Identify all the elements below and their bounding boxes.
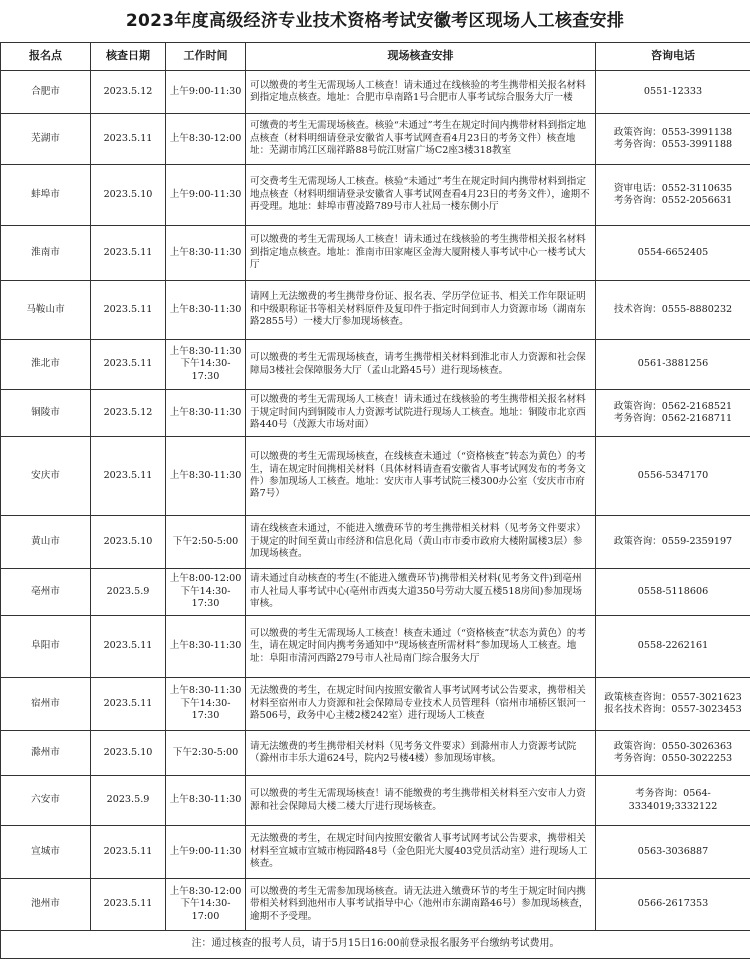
phone-cell: 政策咨询：0559-2359197 (596, 516, 750, 569)
phone-cell: 政策咨询：0550-3026363 考务咨询：0550-3022253 (596, 731, 750, 776)
time-cell: 上午8:30-11:30 下午14:30- 17:30 (166, 340, 246, 390)
header-phone: 咨询电话 (596, 43, 750, 71)
header-row (1, 43, 750, 71)
date-cell: 2023.5.11 (91, 826, 166, 879)
time-cell: 上午8:30-12:00 下午14:30- 17:00 (166, 879, 246, 931)
arrangement-cell: 可以缴费的考生无需现场人工核查！请未通过在线核验的考生携带相关报名材料于规定时间内到铜陵市人力资源考试院进行现场人工核查。地址：铜陵市北京西路440号（茂源大市场对面） (246, 390, 596, 437)
site-cell: 蚌埠市 (1, 165, 91, 226)
phone-cell: 0563-3036887 (596, 826, 750, 879)
table-row (1, 731, 750, 776)
arrangement-cell: 可交费考生无需现场人工核查。核验“未通过”考生在规定时间内携带材料到指定地点核查（材料明细请登录安徽省人事考试网查看4月23日的考务文件），逾期不再受理。地址：蚌埠市曹凌路789号市人社局一楼东侧小厅 (246, 165, 596, 226)
arrangement-cell: 可以缴费的考生无需现场核查，请考生携带相关材料到淮北市人力资源和社会保障局3楼社会保障服务大厅（孟山北路45号）进行现场核查。 (246, 340, 596, 390)
footnote: 注：通过核查的报考人员，请于5月15日16:00前登录报名服务平台缴纳考试费用。 (1, 931, 750, 959)
site-cell: 淮南市 (1, 226, 91, 281)
header-date: 核查日期 (91, 43, 166, 71)
site-cell: 合肥市 (1, 71, 91, 114)
date-cell: 2023.5.10 (91, 165, 166, 226)
page-title: 2023年度高级经济专业技术资格考试安徽考区现场人工核查安排 (125, 11, 625, 31)
table-row (1, 879, 750, 931)
arrangement-cell: 无法缴费的考生，在规定时间内按照安徽省人事考试网考试公告要求，携带相关材料至宣城市宣城市梅园路48号（金色阳光大厦403党员活动室）进行现场人工核查。 (246, 826, 596, 879)
time-cell: 上午9:00-11:30 (166, 165, 246, 226)
date-cell: 2023.5.11 (91, 879, 166, 931)
phone-cell: 技术咨询：0555-8880232 (596, 281, 750, 340)
header-site: 报名点 (1, 43, 91, 71)
date-cell: 2023.5.10 (91, 516, 166, 569)
date-cell: 2023.5.11 (91, 340, 166, 390)
phone-cell: 0558-5118606 (596, 569, 750, 616)
table-row (1, 678, 750, 731)
date-cell: 2023.5.9 (91, 569, 166, 616)
phone-cell: 0551-12333 (596, 71, 750, 114)
time-cell: 上午8:30-11:30 下午14:30- 17:30 (166, 678, 246, 731)
phone-cell: 0561-3881256 (596, 340, 750, 390)
time-cell: 下午2:30-5:00 (166, 731, 246, 776)
table-row (1, 826, 750, 879)
phone-cell: 0558-2262161 (596, 616, 750, 678)
table-row (1, 165, 750, 226)
arrangement-cell: 可缴费的考生无需现场核查。核验“未通过”考生在规定时间内携带材料到指定地点核查（材料明细请登录安徽省人事考试网查看4月23日的考务文件）核查地址：芜湖市鸠江区瑞祥路88号皖江财富广场C2座3楼318教室 (246, 114, 596, 165)
phone-cell: 资审电话：0552-3110635 考务咨询：0552-2056631 (596, 165, 750, 226)
site-cell: 六安市 (1, 776, 91, 826)
arrangement-cell: 请网上无法缴费的考生携带身份证、报名表、学历学位证书、相关工作年限证明和中级职称证书等相关材料原件及复印件于指定时间到市人力资源市场（湖南东路2855号）一楼大厅参加现场核查。 (246, 281, 596, 340)
table-row (1, 340, 750, 390)
date-cell: 2023.5.11 (91, 114, 166, 165)
date-cell: 2023.5.11 (91, 226, 166, 281)
table-row (1, 226, 750, 281)
time-cell: 上午8:30-11:30 (166, 437, 246, 516)
note-row (1, 931, 750, 959)
table-row (1, 569, 750, 616)
phone-cell: 政策咨询：0562-2168521 考务咨询：0562-2168711 (596, 390, 750, 437)
schedule-table (0, 42, 750, 959)
site-cell: 安庆市 (1, 437, 91, 516)
phone-cell: 考务咨询：0564-3334019;3332122 (596, 776, 750, 826)
site-cell: 宣城市 (1, 826, 91, 879)
arrangement-cell: 可以缴费的考生无需现场核查！请不能缴费的考生携带相关材料至六安市人力资源和社会保障局大楼二楼大厅进行现场核查。 (246, 776, 596, 826)
time-cell: 上午8:30-11:30 (166, 776, 246, 826)
time-cell: 上午8:30-11:30 (166, 616, 246, 678)
site-cell: 池州市 (1, 879, 91, 931)
table-row (1, 281, 750, 340)
site-cell: 宿州市 (1, 678, 91, 731)
arrangement-cell: 请无法缴费的考生携带相关材料（见考务文件要求）到滁州市人力资源考试院（滁州市丰乐大道624号，院内2号楼4楼）参加现场审核。 (246, 731, 596, 776)
arrangement-cell: 可以缴费的考生无需现场人工核查！核查未通过（“资格核查”状态为黄色）的考生，请在规定时间内携考务通知中“现场核查所需材料”参加现场人工核查。地址：阜阳市清河西路279号市人社局南门综合服务大厅 (246, 616, 596, 678)
date-cell: 2023.5.9 (91, 776, 166, 826)
arrangement-cell: 可以缴费的考生无需现场人工核查！请未通过在线核验的考生携带相关报名材料到指定地点核查。地址：合肥市阜南路1号合肥市人事考试综合服务大厅一楼 (246, 71, 596, 114)
table-row (1, 437, 750, 516)
date-cell: 2023.5.11 (91, 678, 166, 731)
site-cell: 阜阳市 (1, 616, 91, 678)
table-row (1, 114, 750, 165)
table-row (1, 516, 750, 569)
arrangement-cell: 请在线核查未通过，不能进入缴费环节的考生携带相关材料（见考务文件要求）于规定的时间至黄山市经济和信息化局（黄山市市委市政府大楼附属楼3层）参加现场核查。 (246, 516, 596, 569)
time-cell: 上午8:30-11:30 (166, 281, 246, 340)
phone-cell: 政策咨询：0553-3991138 考务咨询：0553-3991188 (596, 114, 750, 165)
date-cell: 2023.5.11 (91, 437, 166, 516)
arrangement-cell: 可以缴费的考生无需现场人工核查！请未通过在线核验的考生携带相关报名材料到指定地点核查。地址：淮南市田家庵区金海大厦附楼人事考试中心一楼考试大厅 (246, 226, 596, 281)
time-cell: 上午8:30-11:30 (166, 390, 246, 437)
arrangement-cell: 可以缴费的考生无需现场核查，在线核查未通过（“资格核查”转态为黄色）的考生，请在规定时间携相关材料（具体材料请查看安徽省人事考试网发布的考务文件）参加现场人工核查。地址：安庆市人事考试院三楼300办公室（安庆市市府路7号） (246, 437, 596, 516)
date-cell: 2023.5.11 (91, 281, 166, 340)
table-row (1, 71, 750, 114)
phone-cell: 0556-5347170 (596, 437, 750, 516)
table-row (1, 616, 750, 678)
arrangement-cell: 无法缴费的考生，在规定时间内按照安徽省人事考试网考试公告要求，携带相关材料至宿州市人力资源和社会保障局专业技术人员管理科（宿州市埇桥区银河一路506号，政务中心主楼2楼242室）进行现场人工核查 (246, 678, 596, 731)
date-cell: 2023.5.10 (91, 731, 166, 776)
site-cell: 马鞍山市 (1, 281, 91, 340)
date-cell: 2023.5.12 (91, 390, 166, 437)
table-row (1, 776, 750, 826)
header-time: 工作时间 (166, 43, 246, 71)
time-cell: 上午8:30-12:00 (166, 114, 246, 165)
site-cell: 淮北市 (1, 340, 91, 390)
site-cell: 铜陵市 (1, 390, 91, 437)
table-row (1, 390, 750, 437)
time-cell: 上午8:00-12:00 下午14:30- 17:30 (166, 569, 246, 616)
time-cell: 上午8:30-11:30 (166, 226, 246, 281)
time-cell: 下午2:50-5:00 (166, 516, 246, 569)
site-cell: 黄山市 (1, 516, 91, 569)
phone-cell: 0554-6652405 (596, 226, 750, 281)
date-cell: 2023.5.11 (91, 616, 166, 678)
time-cell: 上午9:00-11:30 (166, 71, 246, 114)
phone-cell: 0566-2617353 (596, 879, 750, 931)
time-cell: 上午9:00-11:30 (166, 826, 246, 879)
site-cell: 芜湖市 (1, 114, 91, 165)
date-cell: 2023.5.12 (91, 71, 166, 114)
site-cell: 亳州市 (1, 569, 91, 616)
phone-cell: 政策核查咨询：0557-3021623 报名技术咨询：0557-3023453 (596, 678, 750, 731)
arrangement-cell: 可以缴费的考生无需参加现场核查。请无法进入缴费环节的考生于规定时间内携带相关材料到池州市人事考试指导中心（池州市东湖南路46号）参加现场核查，逾期不予受理。 (246, 879, 596, 931)
arrangement-cell: 请未通过自动核查的考生(不能进入缴费环节)携带相关材料(见考务文件)到亳州市人社局人事考试中心(亳州市西夷大道350号劳动大厦五楼518房间)参加现场审核。 (246, 569, 596, 616)
header-arrangement: 现场核查安排 (246, 43, 596, 71)
site-cell: 滁州市 (1, 731, 91, 776)
